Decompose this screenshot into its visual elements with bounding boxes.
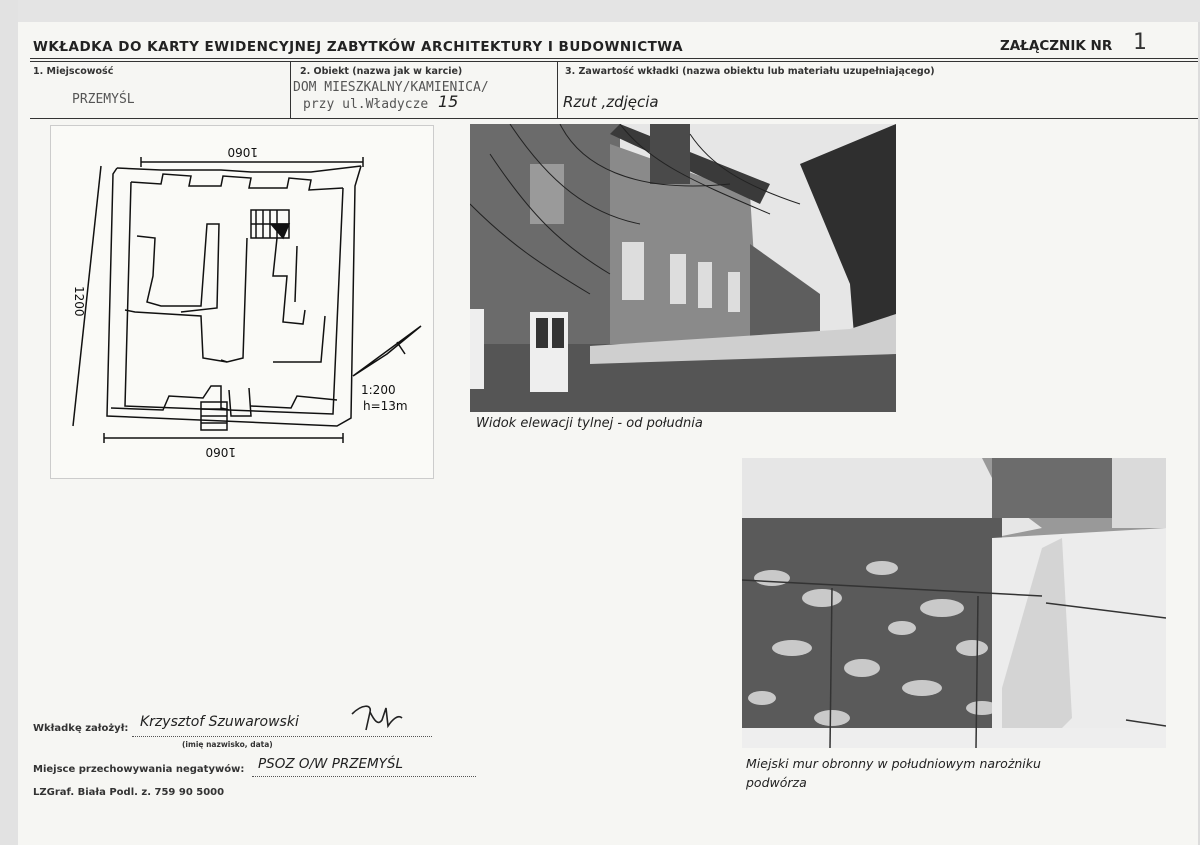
photo-defensive-wall-caption-1: Miejski mur obronny w południowym narożniku xyxy=(746,756,1041,771)
photo-rear-elevation-caption: Widok elewacji tylnej - od południa xyxy=(476,416,703,431)
floor-plan xyxy=(50,125,434,479)
locality-label: 1. Miejscowość xyxy=(33,66,114,77)
photo-rear-elevation xyxy=(470,124,896,412)
object-value-line2: przy ul.Władycze xyxy=(303,97,429,112)
locality-value: PRZEMYŚL xyxy=(72,92,135,107)
object-house-number: 15 xyxy=(438,92,459,111)
storage-value: PSOZ O/W PRZEMYŚL xyxy=(258,756,403,772)
floor-plan-drawing xyxy=(51,126,433,478)
scan-left-edge xyxy=(0,0,18,845)
plan-dim-top: 1060 xyxy=(227,145,258,159)
printer-note: LZGraf. Biała Podl. z. 759 90 5000 xyxy=(33,787,225,798)
photo-defensive-wall xyxy=(742,458,1166,748)
field-divider-1 xyxy=(290,62,291,118)
header-rule xyxy=(30,58,1198,59)
founder-label: Wkładkę założył: xyxy=(33,723,129,734)
document-title: WKŁADKA DO KARTY EWIDENCYJNEJ ZABYTKÓW ARCHITEKTURY I BUDOWNICTWA xyxy=(33,39,684,55)
field-divider-2 xyxy=(557,62,558,118)
plan-dim-bottom: 1060 xyxy=(205,445,236,459)
founder-hint: (imię nazwisko, data) xyxy=(182,740,273,749)
founder-signature xyxy=(348,700,408,734)
photo-defensive-wall-caption-2: podwórza xyxy=(746,775,807,790)
content-label: 3. Zawartość wkładki (nazwa obiektu lub materiału uzupełniającego) xyxy=(565,66,935,77)
object-value-line1: DOM MIESZKALNY/KAMIENICA/ xyxy=(293,80,489,95)
plan-scale: 1:200 xyxy=(361,383,396,397)
attachment-number: 1 xyxy=(1133,30,1147,55)
founder-value: Krzysztof Szuwarowski xyxy=(140,714,299,730)
storage-line xyxy=(252,776,476,777)
plan-dim-side: 1200 xyxy=(72,286,86,317)
content-value: Rzut ,zdjęcia xyxy=(563,93,659,111)
attachment-label: ZAŁĄCZNIK NR xyxy=(1000,38,1113,54)
object-label: 2. Obiekt (nazwa jak w karcie) xyxy=(300,66,463,77)
fields-rule xyxy=(30,118,1198,119)
scan-top-edge xyxy=(0,0,1200,22)
founder-line xyxy=(132,736,432,737)
plan-height: h=13m xyxy=(363,399,408,413)
header-rule-double xyxy=(30,61,1198,62)
storage-label: Miejsce przechowywania negatywów: xyxy=(33,764,245,775)
